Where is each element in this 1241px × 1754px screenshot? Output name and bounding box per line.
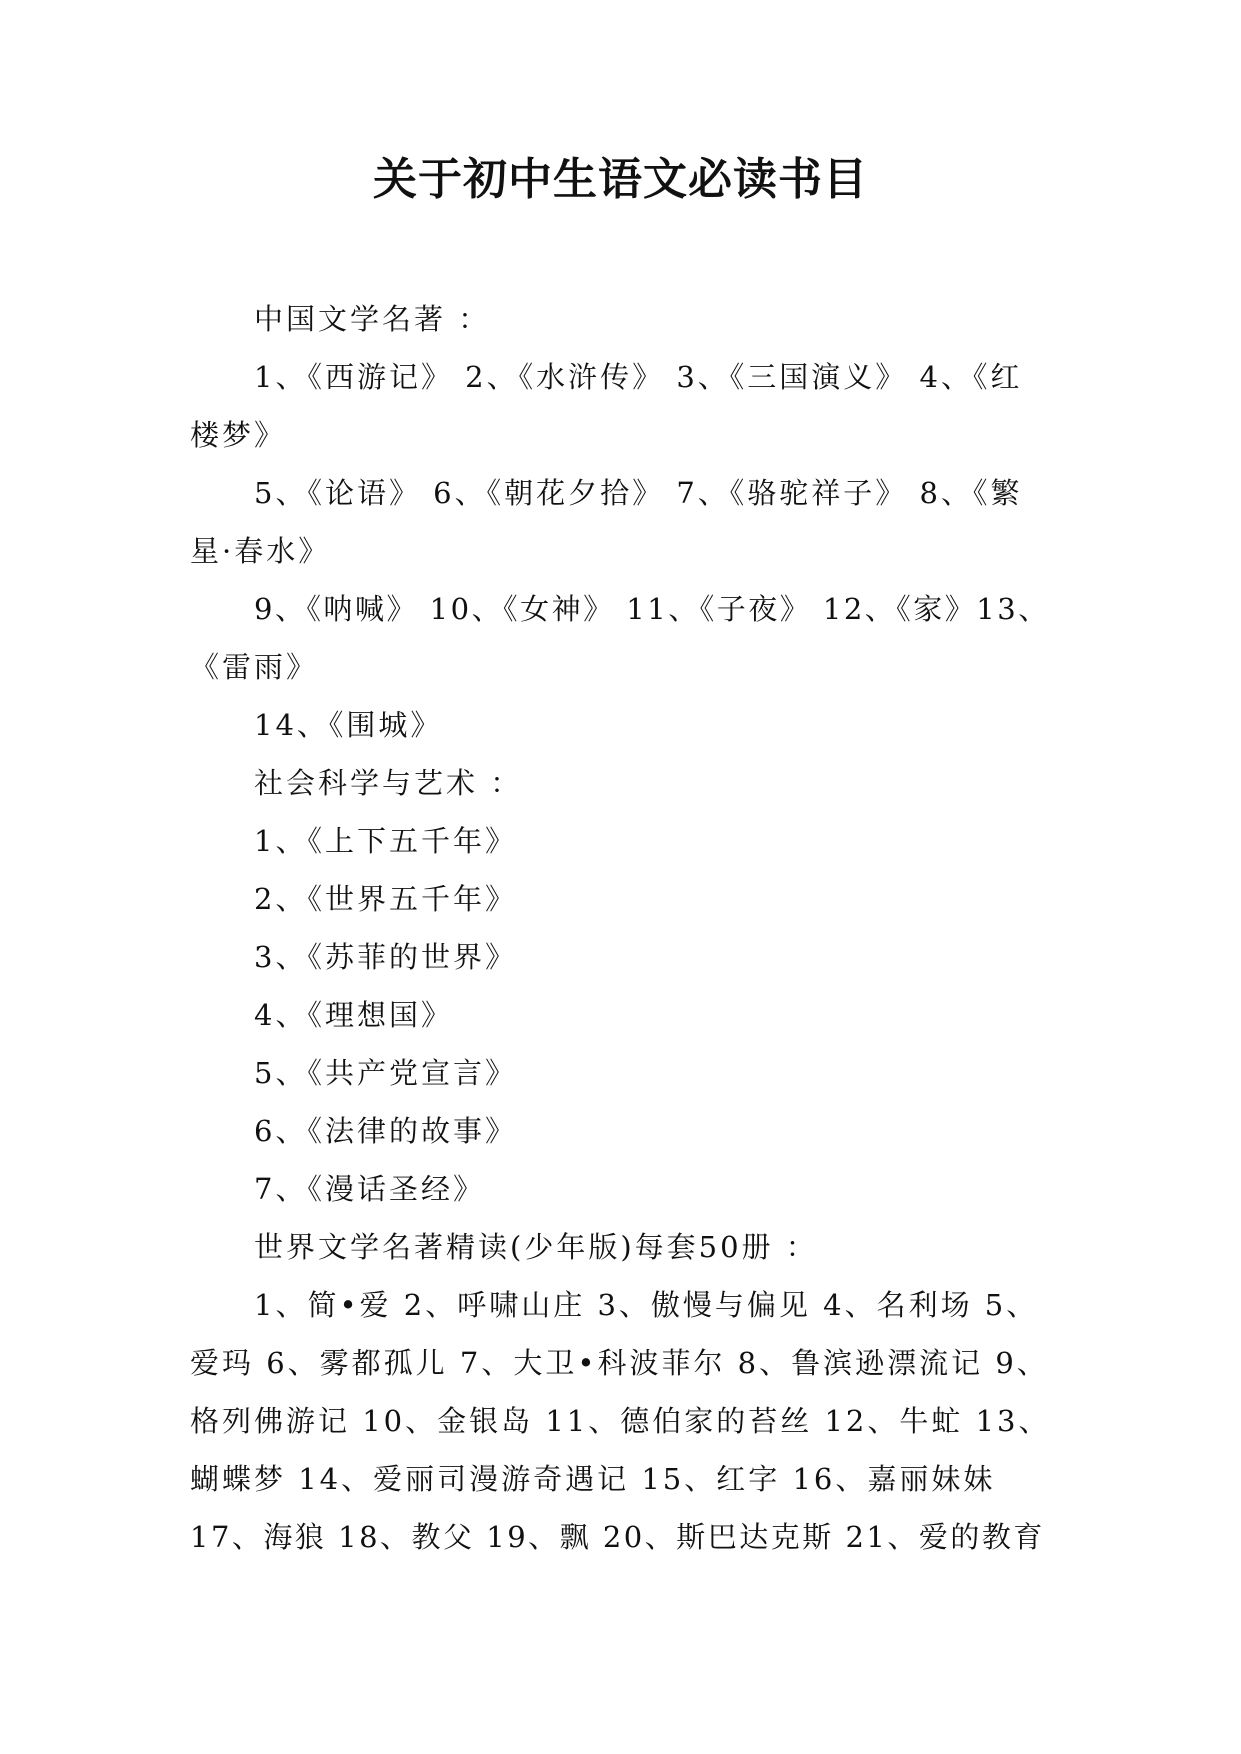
- text-line: 《雷雨》: [190, 650, 319, 684]
- text-line: 17、海狼 18、教父 19、飘 20、斯巴达克斯 21、爱的教育: [190, 1520, 1045, 1554]
- text-line: 星·春水》: [190, 534, 331, 568]
- text-line: 3、《苏菲的世界》: [254, 940, 517, 974]
- text-line: 格列佛游记 10、金银岛 11、德伯家的苔丝 12、牛虻 13、: [190, 1404, 1051, 1438]
- document-body: [190, 290, 1060, 1566]
- text-line: 中国文学名著 ：: [254, 302, 491, 336]
- text-line: 14、《围城》: [254, 708, 443, 742]
- text-line: 1、《上下五千年》: [254, 824, 517, 858]
- text-line: 社会科学与艺术 ：: [254, 766, 523, 800]
- text-line: 6、《法律的故事》: [254, 1114, 517, 1148]
- text-line: 1、《西游记》 2、《水浒传》 3、《三国演义》 4、《红: [254, 360, 1023, 394]
- text-line: 楼梦》: [190, 418, 287, 452]
- text-line: 5、《共产党宣言》: [254, 1056, 517, 1090]
- text-line: 爱玛 6、雾都孤儿 7、大卫•科波菲尔 8、鲁滨逊漂流记 9、: [190, 1346, 1049, 1380]
- text-line: 5、《论语》 6、《朝花夕拾》 7、《骆驼祥子》 8、《繁: [254, 476, 1023, 510]
- text-line: 7、《漫话圣经》: [254, 1172, 485, 1206]
- text-line: 4、《理想国》: [254, 998, 453, 1032]
- text-line: 9、《呐喊》 10、《女神》 11、《子夜》 12、《家》13、: [254, 592, 1050, 626]
- text-line: 蝴蝶梦 14、爱丽司漫游奇遇记 15、红字 16、嘉丽妹妹: [190, 1462, 996, 1496]
- text-line: 1、简•爱 2、呼啸山庄 3、傲慢与偏见 4、名利场 5、: [254, 1288, 1039, 1322]
- text-line: 世界文学名著精读(少年版)每套50册 ：: [254, 1230, 818, 1264]
- page-title: 关于初中生语文必读书目: [373, 154, 868, 205]
- text-line: 2、《世界五千年》: [254, 882, 517, 916]
